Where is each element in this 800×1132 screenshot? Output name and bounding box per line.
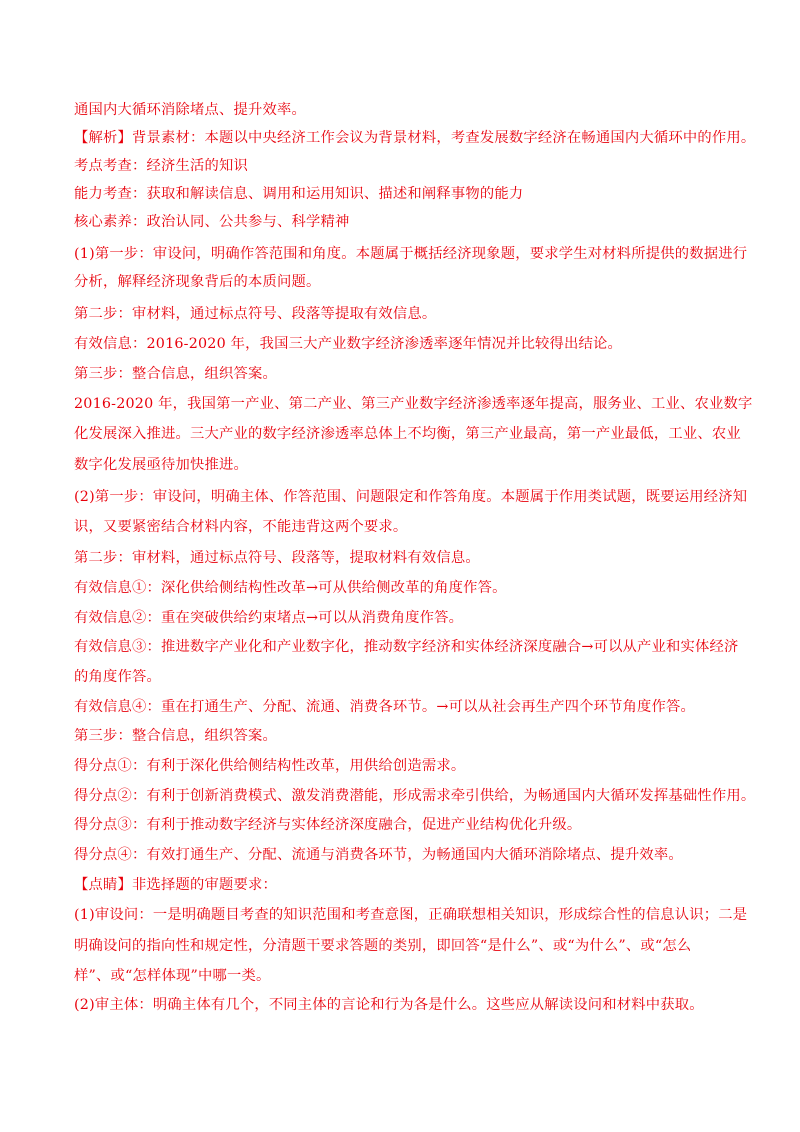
text-line: 2016-2020 年，我国第一产业、第二产业、第三产业数字经济渗透率逐年提高，服务业、工业、农业数字	[74, 396, 753, 412]
text-line: 通国内大循环消除堵点、提升效率。	[74, 102, 306, 118]
tip-heading-line: 【点睛】非选择题的审题要求：	[74, 877, 277, 893]
text-line: 的角度作答。	[74, 669, 161, 685]
text-line: 化发展深入推进。三大产业的数字经济渗透率总体上不均衡，第三产业最高，第一产业最低，工业、农业	[74, 426, 741, 442]
text-line: 数字化发展亟待加快推进。	[74, 457, 248, 473]
text-line: 得分点②：有利于创新消费模式、激发消费潜能，形成需求牵引供给，为畅通国内大循环发挥基础性作用。	[74, 788, 756, 804]
text-line: (1)第一步：审设问，明确作答范围和角度。本题属于概括经济现象题，要求学生对材料所提供的数据进行	[74, 246, 748, 262]
text-line: 有效信息①：深化供给侧结构性改革→可从供给侧改革的角度作答。	[74, 580, 507, 596]
text-line: 考点考查：经济生活的知识	[74, 158, 248, 174]
text-line: 有效信息④：重在打通生产、分配、流通、消费各环节。→可以从社会再生产四个环节角度作答。	[74, 699, 696, 715]
text-line: 能力考查：获取和解读信息、调用和运用知识、描述和阐释事物的能力	[74, 186, 524, 202]
text-line: (2)审主体：明确主体有几个，不同主体的言论和行为各是什么。这些应从解读设问和材料中获取。	[74, 997, 704, 1013]
text-line: 明确设问的指向性和规定性，分清题干要求答题的类别，即回答“是什么”、或“为什么”、或“怎么	[74, 938, 692, 954]
text-line: 得分点③：有利于推动数字经济与实体经济深度融合，促进产业结构优化升级。	[74, 817, 582, 833]
text-line: 得分点①：有利于深化供给侧结构性改革，用供给创造需求。	[74, 758, 466, 774]
text-line: 识，又要紧密结合材料内容，不能违背这两个要求。	[74, 519, 408, 535]
text-line: 分析，解释经济现象背后的本质问题。	[74, 274, 321, 290]
text-line: 样”、或“怎样体现”中哪一类。	[74, 968, 271, 984]
text-line: 得分点④：有效打通生产、分配、流通与消费各环节，为畅通国内大循环消除堵点、提升效率。	[74, 847, 683, 863]
text-line: 第三步：整合信息，组织答案。	[74, 366, 277, 382]
text-line: (2)第一步：审设问，明确主体、作答范围、问题限定和作答角度。本题属于作用类试题，既要运用经济知	[74, 489, 748, 505]
analysis-heading-line: 【解析】背景素材：本题以中央经济工作会议为背景材料，考查发展数字经济在畅通国内大循环中的作用。	[74, 130, 756, 146]
text-line: 核心素养：政治认同、公共参与、科学精神	[74, 214, 350, 230]
text-line: 第三步：整合信息，组织答案。	[74, 728, 277, 744]
text-line: 有效信息③：推进数字产业化和产业数字化，推动数字经济和实体经济深度融合→可以从产业和实体经济	[74, 639, 739, 655]
text-line: (1)审设问：一是明确题目考查的知识范围和考查意图，正确联想相关知识，形成综合性的信息认识；二是	[74, 907, 748, 923]
text-line: 第二步：审材料，通过标点符号、段落等提取有效信息。	[74, 306, 437, 322]
text-line: 有效信息：2016-2020 年，我国三大产业数字经济渗透率逐年情况并比较得出结论。	[74, 336, 623, 352]
text-line: 第二步：审材料，通过标点符号、段落等，提取材料有效信息。	[74, 550, 480, 566]
text-line: 有效信息②：重在突破供给约束堵点→可以从消费角度作答。	[74, 610, 464, 626]
